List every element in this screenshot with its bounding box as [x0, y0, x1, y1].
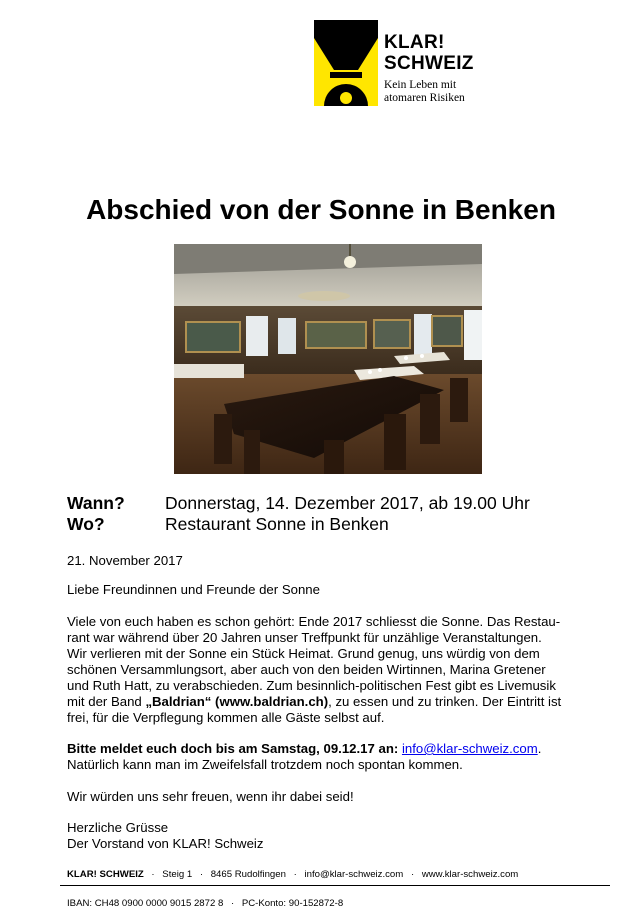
- letter-closing: [67, 820, 587, 852]
- logo-tag1: Kein Leben mit: [384, 79, 457, 91]
- logo-line2: SCHWEIZ: [384, 53, 474, 74]
- band-pre: mit der Band: [67, 694, 146, 709]
- klar-logo-mark: [314, 20, 378, 106]
- band-name: „Baldrian“ (www.baldrian.ch): [145, 694, 329, 709]
- footer-city: 8465 Rudolfingen: [210, 869, 286, 880]
- logo-tagline: [384, 79, 465, 105]
- restaurant-photo: [174, 244, 482, 474]
- band-post: , zu essen und zu trinken. Der Eintritt ist: [328, 694, 562, 709]
- when-value: Donnerstag, 14. Dezember 2017, ab 19.00 Uhr: [165, 493, 530, 513]
- logo-line1: KLAR!: [384, 32, 445, 53]
- footer-email: info@klar-schweiz.com: [304, 869, 404, 880]
- footer-address: [67, 869, 518, 880]
- rsvp-line2: Natürlich kann man im Zweifelsfall trotzdem noch spontan kommen.: [67, 757, 463, 772]
- body-line: rant war während über 20 Jahren unser Treffpunkt für unzählige Veranstaltungen.: [67, 630, 542, 645]
- rsvp-bold: Bitte meldet euch doch bis am Samstag, 09.12.17 an:: [67, 741, 402, 756]
- footer-web: www.klar-schweiz.com: [421, 869, 519, 880]
- letter-greeting: Liebe Freundinnen und Freunde der Sonne: [67, 582, 320, 597]
- footer-iban: IBAN: CH48 0900 0000 9015 2872 8: [67, 898, 224, 909]
- footer-separator: ·: [230, 898, 235, 909]
- footer-banking: [67, 898, 343, 909]
- footer-divider: [60, 885, 610, 886]
- where-label: Wo?: [67, 514, 105, 534]
- closing-line1: Herzliche Grüsse: [67, 820, 169, 835]
- footer-separator: ·: [151, 869, 155, 880]
- body-line: Viele von euch haben es schon gehört: Ende 2017 schliesst die Sonne. Das Restau-: [67, 614, 561, 629]
- closing-line2: Der Vorstand von KLAR! Schweiz: [67, 836, 264, 851]
- footer-separator: ·: [199, 869, 204, 880]
- footer-org: KLAR! SCHWEIZ: [67, 869, 144, 880]
- letter-date: 21. November 2017: [67, 553, 183, 568]
- logo-tag2: atomaren Risiken: [384, 92, 465, 104]
- footer-pc-konto: PC-Konto: 90-152872-8: [241, 898, 344, 909]
- rsvp-period: .: [537, 741, 542, 756]
- rsvp-paragraph: [67, 741, 587, 773]
- body-line: schönen Versammlungsort, aber auch von den beiden Wirtinnen, Marina Gretener: [67, 662, 546, 677]
- footer-separator: ·: [293, 869, 297, 880]
- where-value: Restaurant Sonne in Benken: [165, 514, 389, 534]
- footer-street: Steig 1: [162, 869, 193, 880]
- body-line: frei, für die Verpflegung kommen alle Gäste selbst auf.: [67, 710, 385, 725]
- page-title: Abschied von der Sonne in Benken: [86, 194, 556, 225]
- rsvp-email-link[interactable]: info@klar-schweiz.com: [401, 741, 538, 756]
- logo: [314, 20, 504, 110]
- footer-separator: ·: [410, 869, 415, 880]
- when-label: Wann?: [67, 493, 125, 513]
- body-line: und Ruth Hatt, zu verabschieden. Zum besinnlich-politischen Fest gibt es Livemusik: [67, 678, 556, 693]
- letter-wish: Wir würden uns sehr freuen, wenn ihr dabei seid!: [67, 789, 354, 804]
- logo-title: [384, 32, 474, 74]
- letter-body: [67, 614, 587, 726]
- body-line: Wir verlieren mit der Sonne ein Stück Heimat. Grund genug, uns würdig von dem: [67, 646, 540, 661]
- body-line-band: [67, 694, 587, 710]
